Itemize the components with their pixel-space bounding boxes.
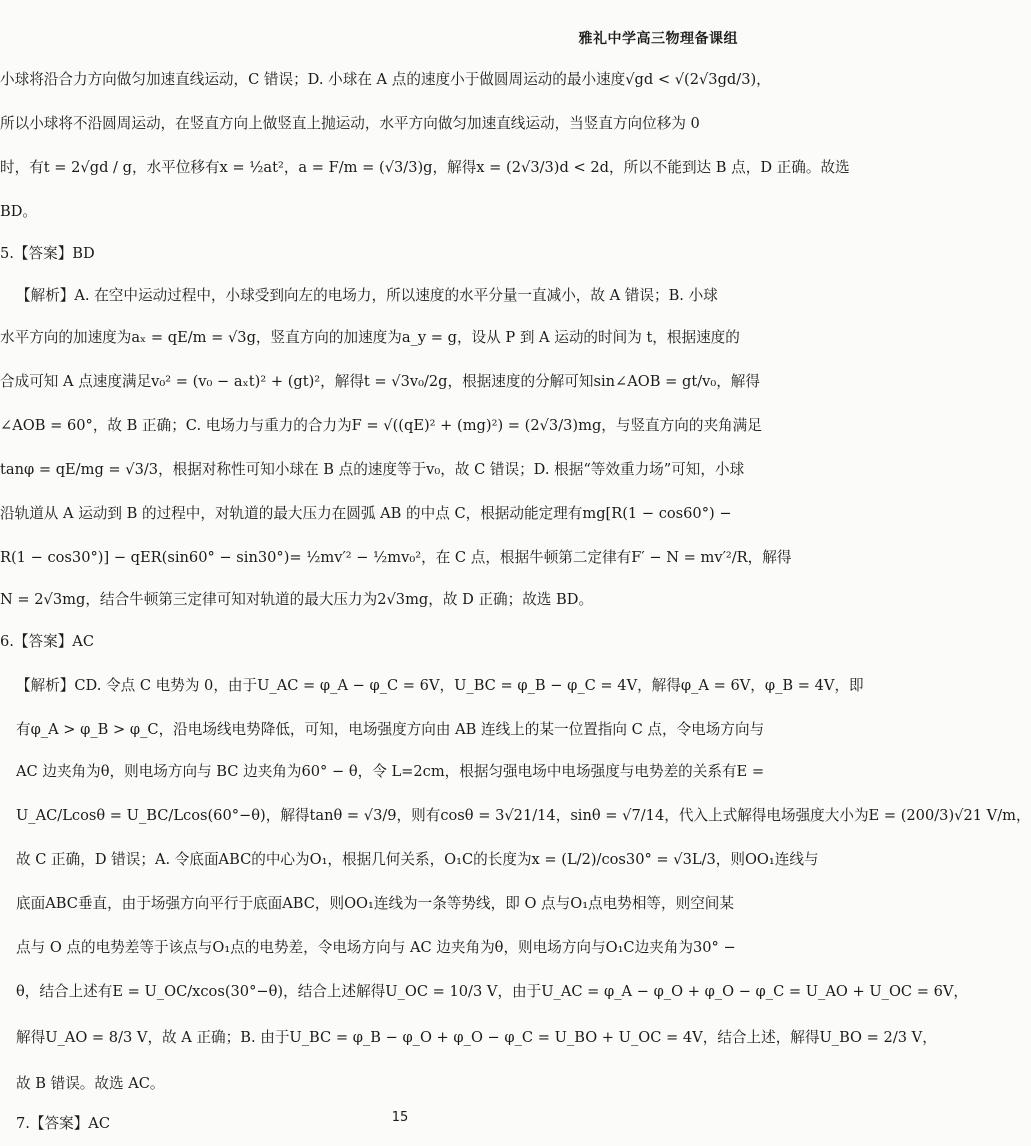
text-line: R(1 − cos30°)] − qER(sin60° − sin30°)= ½mv′² − ½mv₀²，在 C 点，根据牛顿第二定律有F′ − N = mv′²/R，解得 (0, 549, 792, 566)
page-header: 雅礼中学高三物理备课组 (578, 31, 738, 47)
text-line: 底面ABC垂直，由于场强方向平行于底面ABC，则OO₁连线为一条等势线，即 O 点与O₁点电势相等，则空间某 (16, 895, 734, 912)
text-line: 沿轨道从 A 运动到 B 的过程中，对轨道的最大压力在圆弧 AB 的中点 C，根据动能定理有mg[R(1 − cos60°) − (0, 505, 732, 522)
text-line: 有φ_A > φ_B > φ_C，沿电场线电势降低，可知，电场强度方向由 AB 连线上的某一位置指向 C 点，令电场方向与 (16, 721, 765, 738)
text-line: ∠AOB = 60°，故 B 正确；C. 电场力与重力的合力为F = √((qE)² + (mg)²) = (2√3/3)mg，与竖直方向的夹角满足 (0, 417, 762, 434)
text-line: 解得U_AO = 8/3 V，故 A 正确；B. 由于U_BC = φ_B − φ_O + φ_O − φ_C = U_BO + U_OC = 4V，结合上述，解得U_BO = 2/3 V， (16, 1029, 937, 1046)
answer-heading: 5.【答案】BD (0, 245, 95, 262)
text-line: 点与 O 点的电势差等于该点与O₁点的电势差，令电场方向与 AC 边夹角为θ，则电场方向与O₁C边夹角为30° − (16, 939, 736, 956)
text-line: U_AC/Lcosθ = U_BC/Lcos(60°−θ)，解得tanθ = √3/9，则有cosθ = 3√21/14，sinθ = √7/14，代入上式解得电场强度大小为E = (200/3)√21 V/m， (16, 807, 1031, 824)
text-line: θ，结合上述有E = U_OC/xcos(30°−θ)，结合上述解得U_OC = 10/3 V，由于U_AC = φ_A − φ_O + φ_O − φ_C = U_AO + U_OC = 6V， (16, 983, 969, 1000)
text-line: 水平方向的加速度为aₓ = qE/m = √3g，竖直方向的加速度为a_y = g，设从 P 到 A 运动的时间为 t，根据速度的 (0, 329, 740, 346)
text-line: 故 C 正确，D 错误；A. 令底面ABC的中心为O₁，根据几何关系，O₁C的长度为x = (L/2)/cos30° = √3L/3，则OO₁连线与 (16, 851, 819, 868)
text-line: AC 边夹角为θ，则电场方向与 BC 边夹角为60° − θ，令 L=2cm，根据匀强电场中电场强度与电势差的关系有E = (16, 763, 765, 780)
text-line: 合成可知 A 点速度满足v₀² = (v₀ − aₓt)² + (gt)²，解得t = √3v₀/2g，根据速度的分解可知sin∠AOB = gt/v₀，解得 (0, 373, 760, 390)
text-line: 故 B 错误。故选 AC。 (16, 1075, 165, 1092)
text-line: 时，有t = 2√gd / g，水平位移有x = ½at²，a = F/m = (√3/3)g，解得x = (2√3/3)d < 2d，所以不能到达 B 点，D 正确。故选 (0, 159, 850, 176)
answer-heading: 7.【答案】AC (16, 1115, 111, 1132)
page-number: 15 (391, 1110, 409, 1125)
text-line: tanφ = qE/mg = √3/3，根据对称性可知小球在 B 点的速度等于v₀，故 C 错误；D. 根据“等效重力场”可知，小球 (0, 461, 745, 478)
text-line: 【解析】CD. 令点 C 电势为 0，由于U_AC = φ_A − φ_C = 6V，U_BC = φ_B − φ_C = 4V，解得φ_A = 6V，φ_B = 4V，即 (16, 677, 864, 694)
text-line: 小球将沿合力方向做匀加速直线运动，C 错误；D. 小球在 A 点的速度小于做圆周运动的最小速度√gd < √(2√3gd/3)， (0, 71, 771, 88)
text-line: 【解析】A. 在空中运动过程中，小球受到向左的电场力，所以速度的水平分量一直减小，故 A 错误；B. 小球 (16, 287, 718, 304)
answer-heading: 6.【答案】AC (0, 633, 95, 650)
text-line: N = 2√3mg，结合牛顿第三定律可知对轨道的最大压力为2√3mg，故 D 正确；故选 BD。 (0, 591, 594, 608)
text-line: 所以小球将不沿圆周运动，在竖直方向上做竖直上抛运动，水平方向做匀加速直线运动，当竖直方向位移为 0 (0, 115, 700, 132)
text-line: BD。 (0, 203, 38, 220)
